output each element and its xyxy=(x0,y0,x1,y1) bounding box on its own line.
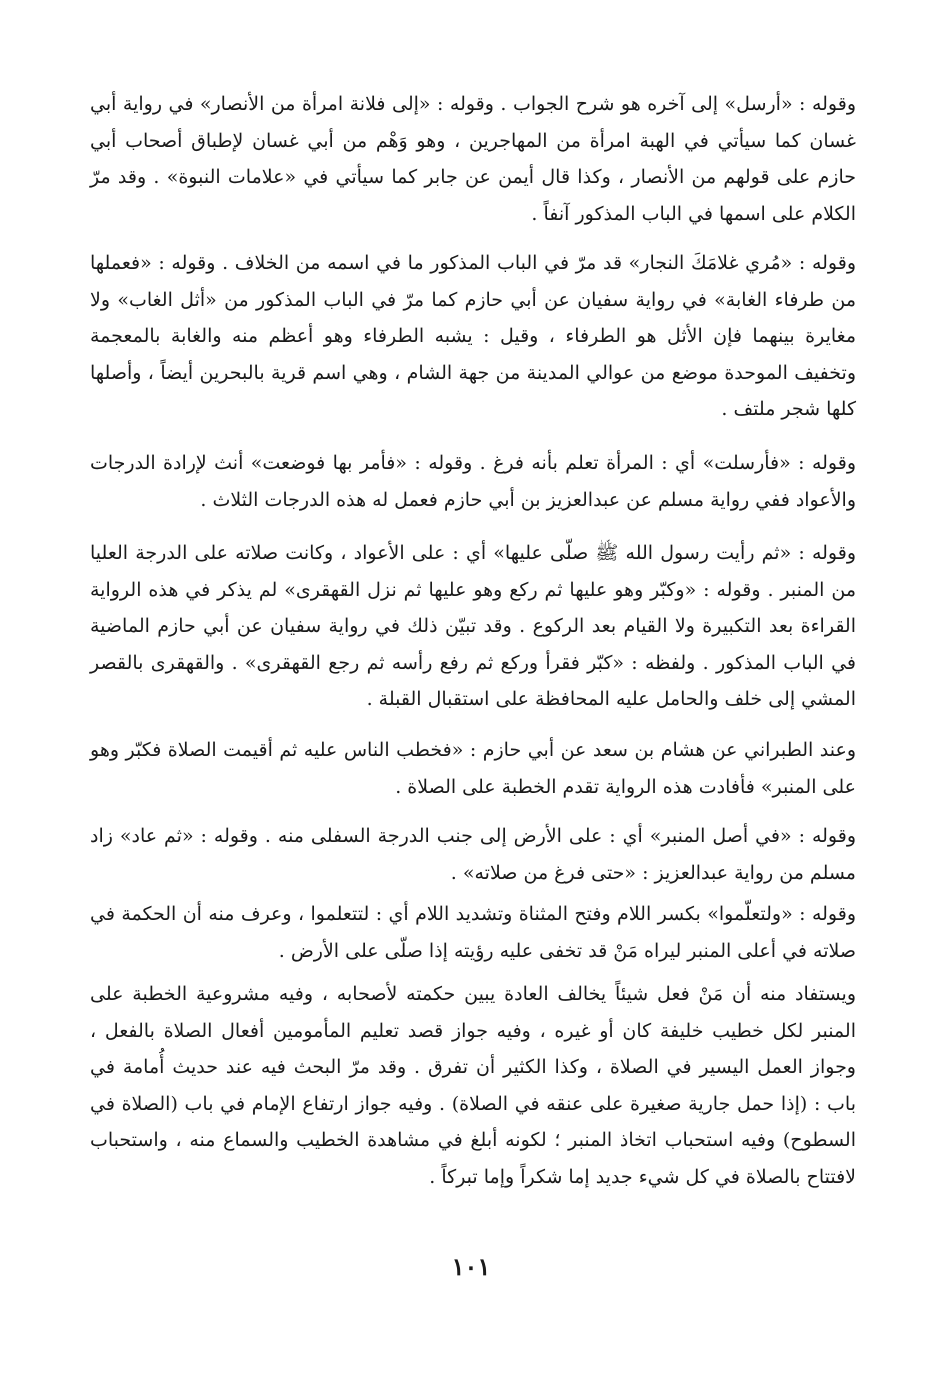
paragraph-5: وعند الطبراني عن هشام بن سعد عن أبي حازم : «فخطب الناس عليه ثم أقيمت الصلاة فكبّر وهو على المنبر» فأفادت هذه الرواية تقدم الخطبة على الصلاة . xyxy=(90,739,856,798)
paragraph-7: وقوله : «ولتعلّموا» بكسر اللام وفتح المثناة وتشديد اللام أي : لتتعلموا ، وعرف منه أن الحكمة في صلاته في أعلى المنبر ليراه مَنْ قد تخفى عليه رؤيته إذا صلّى على الأرض . xyxy=(90,903,856,962)
paragraph-4: وقوله : «ثم رأيت رسول الله ﷺ صلّى عليها» أي : على الأعواد ، وكانت صلاته على الدرجة العليا من المنبر . وقوله : «وكبّر وهو عليها ثم ركع وهو عليها ثم نزل القهقرى» لم يذكر في هذه الرواية القراءة بعد التكبيرة ولا القيام بعد الركوع . وقد تبيّن ذلك في رواية سفيان عن أبي حازم الماضية في الباب المذكور . ولفظه : «كبّر فقرأ وركع ثم رفع رأسه ثم رجع القهقرى» . والقهقرى بالقصر المشي إلى خلف والحامل عليه المحافظة على استقبال القبلة . xyxy=(90,542,856,710)
paragraph-6: وقوله : «في أصل المنبر» أي : على الأرض إلى جنب الدرجة السفلى منه . وقوله : «ثم عاد» زاد مسلم من رواية عبدالعزيز : «حتى فرغ من صلاته» . xyxy=(90,825,856,884)
page-number: ١٠١ xyxy=(451,1252,491,1281)
paragraph-8: ويستفاد منه أن مَنْ فعل شيئاً يخالف العادة يبين حكمته لأصحابه ، وفيه مشروعية الخطبة على المنبر لكل خطيب خليفة كان أو غيره ، وفيه جواز قصد تعليم المأمومين أفعال الصلاة بالفعل ، وجواز العمل اليسير في الصلاة ، وكذا الكثير أن تفرق . وقد مرّ البحث فيه عند حديث أُمامة في باب : (إذا حمل جارية صغيرة على عنقه في الصلاة) . وفيه جواز ارتفاع الإمام في باب (الصلاة في السطوح) وفيه استحباب اتخاذ المنبر ؛ لكونه أبلغ في مشاهدة الخطيب والسماع منه ، واستحباب لافتتاح بالصلاة في كل شيء جديد إما شكراً وإما تبركاً . xyxy=(90,983,856,1188)
paragraph-2: وقوله : «مُري غلامَكَ النجار» قد مرّ في الباب المذكور ما في اسمه من الخلاف . وقوله : «فعملها من طرفاء الغابة» في رواية سفيان عن أبي حازم كما مرّ في الباب المذكور من «أثل الغاب» ولا مغايرة بينهما فإن الأثل هو الطرفاء ، وقيل : يشبه الطرفاء وهو أعظم منه والغابة بالمعجمة وتخفيف الموحدة موضع من عوالي المدينة من جهة الشام ، وهي اسم قرية بالبحرين أيضاً ، وأصلها كلها شجر ملتف . xyxy=(90,252,856,420)
paragraph-1: وقوله : «أرسل» إلى آخره هو شرح الجواب . وقوله : «إلى فلانة امرأة من الأنصار» في رواية أبي غسان كما سيأتي في الهبة امرأة من المهاجرين ، وهو وَهْم من أبي غسان لإطباق أصحاب أبي حازم على قولهم من الأنصار ، وكذا قال أيمن عن جابر كما سيأتي في «علامات النبوة» . وقد مرّ الكلام على اسمها في الباب المذكور آنفاً . xyxy=(90,93,856,225)
paragraph-3: وقوله : «فأرسلت» أي : المرأة تعلم بأنه فرغ . وقوله : «فأمر بها فوضعت» أنث لإرادة الدرجات والأعواد ففي رواية مسلم عن عبدالعزيز بن أبي حازم فعمل له هذه الدرجات الثلاث . xyxy=(90,452,856,511)
